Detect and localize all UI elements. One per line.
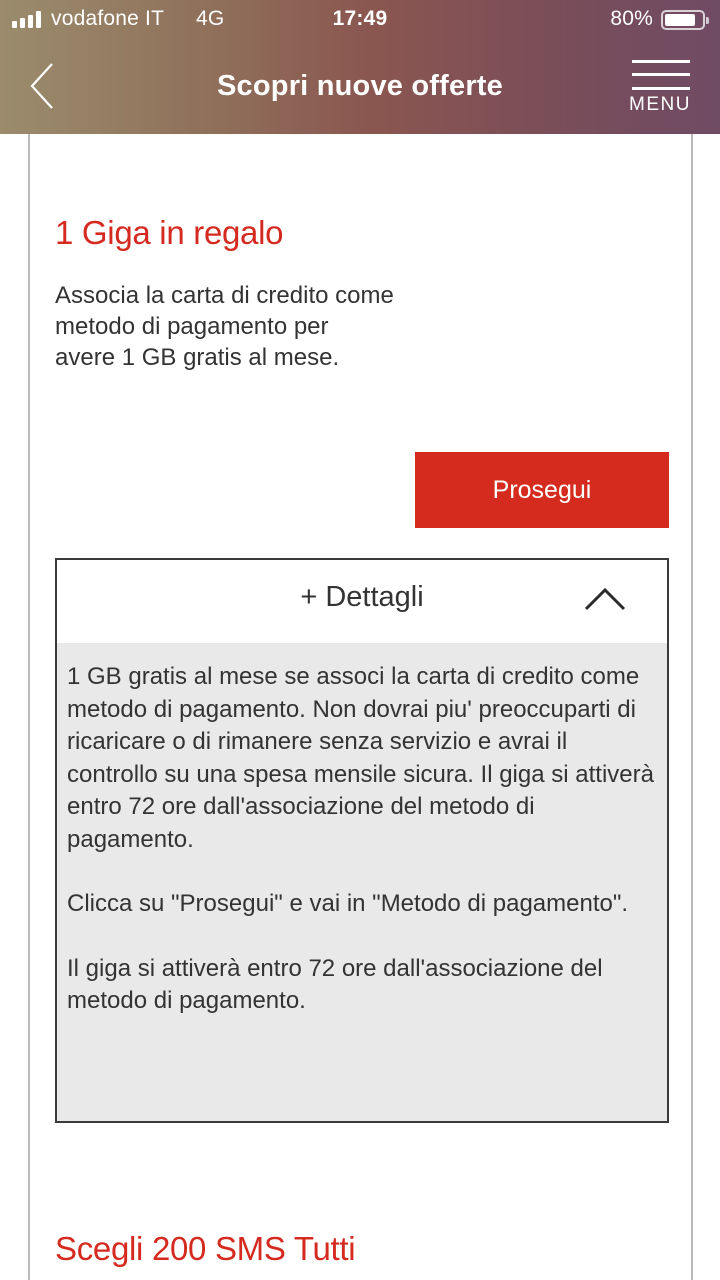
hamburger-line [632,87,690,90]
details-toggle[interactable] [57,560,667,643]
details-paragraph: Il giga si attiverà entro 72 ore dall'associazione del metodo di pagamento. [67,954,603,1014]
page-title: Scopri nuove offerte [217,70,503,102]
network-type: 4G [196,7,225,30]
prosegui-button[interactable]: Prosegui [415,452,669,528]
app-header [0,0,720,134]
offer-title: 1 Giga in regalo [55,214,284,251]
hamburger-menu-icon [632,60,690,63]
status-bar [0,0,720,40]
details-label: + Dettagli [300,581,424,613]
menu-label: MENU [629,94,691,115]
details-paragraph: Clicca su "Prosegui" e vai in "Metodo di pagamento". [67,890,629,917]
details-paragraph: 1 GB gratis al mese se associ la carta di credito come metodo di pagamento. Non dovrai piu' preoccuparti di ricaricare o di rimanere senza servizio e avrai il controllo su una spesa mensile sicura. Il giga si attiverà entro 72 ore dall'associazione del metodo di pagamento. [67,663,654,853]
offer-description: Associa la carta di credito come metodo di pagamento per avere 1 GB gratis al mese. [55,282,394,371]
hamburger-line [632,73,690,76]
menu-button[interactable] [626,58,694,122]
clock: 17:49 [332,7,388,30]
offer-card [28,134,693,1280]
carrier-name: vodafone IT [51,7,165,30]
nav-bar [0,40,720,134]
battery-icon [661,10,705,30]
details-content [57,643,667,1121]
chevron-up-icon [583,586,627,612]
next-offer-title: Scegli 200 SMS Tutti [55,1230,356,1267]
details-accordion [55,558,669,1123]
battery-percent: 80% [610,7,653,30]
